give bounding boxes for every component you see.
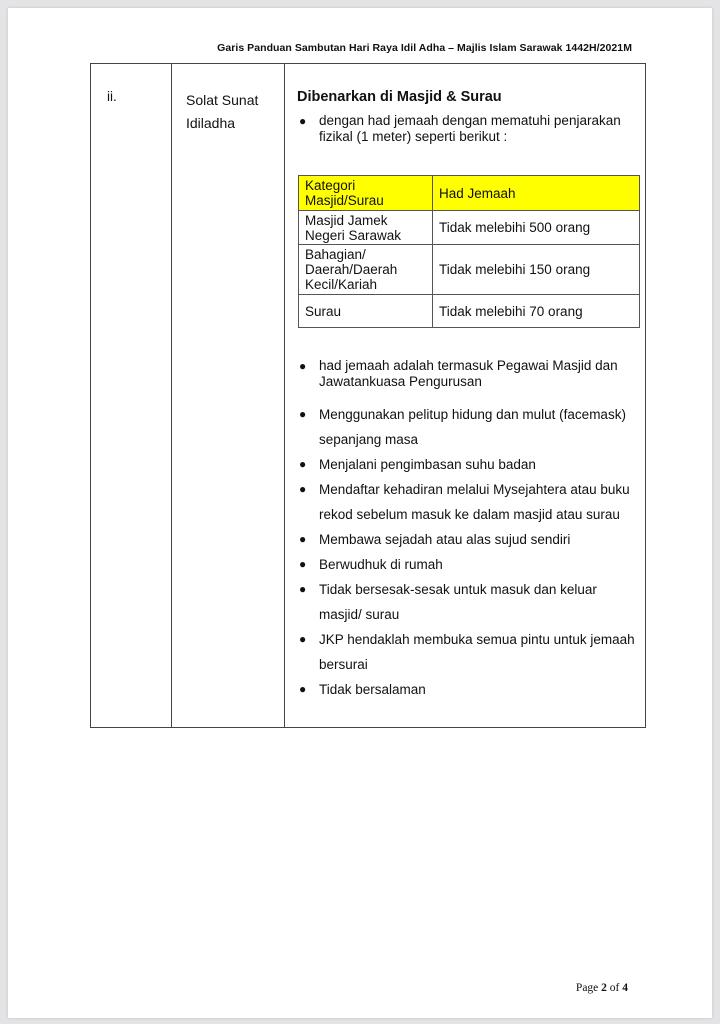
topic-line: Solat Sunat (186, 92, 259, 108)
list-item-text: Mendaftar kehadiran melalui Mysejahtera atau buku rekod sebelum masuk ke dalam masjid atau surau (319, 482, 630, 522)
list-item-text: Menggunakan pelitup hidung dan mulut (facemask) sepanjang masa (319, 407, 626, 447)
list-item (297, 552, 643, 577)
topic-line: Idiladha (186, 115, 236, 131)
page-header: Garis Panduan Sambutan Hari Raya Idil Adha – Majlis Islam Sarawak 1442H/2021M (217, 42, 632, 54)
page-of: of (609, 982, 620, 994)
bullet-icon: ● (299, 482, 307, 496)
list-item-text: Tidak bersalaman (319, 682, 426, 697)
section-title: Dibenarkan di Masjid & Surau (297, 89, 502, 105)
bullet-icon: ● (299, 457, 307, 471)
note-text: had jemaah adalah termasuk Pegawai Masjid dan Jawatankuasa Pengurusan (319, 358, 618, 389)
table-row (299, 245, 640, 295)
list-item (297, 477, 643, 527)
rules-list (297, 402, 643, 702)
list-item-text: JKP hendaklah membuka semua pintu untuk jemaah bersurai (319, 632, 635, 672)
page-number (576, 982, 628, 994)
limit-cell: Tidak melebihi 500 orang (433, 211, 640, 245)
intro-text: dengan had jemaah dengan mematuhi penjarakan fizikal (1 meter) seperti berikut : (319, 113, 621, 144)
row-number: ii. (107, 89, 117, 104)
list-item-text: Berwudhuk di rumah (319, 557, 443, 572)
list-item (297, 402, 643, 452)
bullet-icon: ● (299, 557, 307, 571)
guideline-table (90, 63, 646, 728)
page-current: 2 (601, 982, 607, 994)
capacity-table (298, 175, 640, 328)
bullet-icon: ● (299, 632, 307, 646)
list-item (297, 627, 643, 677)
list-item-text: Tidak bersesak-sesak untuk masuk dan keluar masjid/ surau (319, 582, 597, 622)
bullet-icon: ● (299, 582, 307, 596)
header-category: Kategori Masjid/Surau (299, 176, 433, 211)
bullet-icon: ● (299, 114, 307, 128)
list-item (297, 452, 643, 477)
header-limit: Had Jemaah (433, 176, 640, 211)
capacity-table-header (299, 176, 640, 211)
bullet-icon: ● (299, 407, 307, 421)
column-divider (171, 64, 172, 727)
list-item (297, 527, 643, 552)
limit-cell: Tidak melebihi 70 orang (433, 295, 640, 328)
page-total: 4 (622, 982, 628, 994)
page-label: Page (575, 982, 599, 994)
intro-bullet (297, 113, 643, 145)
list-item-text: Menjalani pengimbasan suhu badan (319, 457, 536, 472)
list-item (297, 677, 643, 702)
column-divider (284, 64, 285, 727)
category-cell: Surau (299, 295, 433, 328)
category-cell: Masjid Jamek Negeri Sarawak (299, 211, 433, 245)
list-item (297, 577, 643, 627)
table-row (299, 295, 640, 328)
row-topic (186, 89, 258, 135)
bullet-icon: ● (299, 359, 307, 373)
note-bullet (297, 358, 643, 390)
document-page (8, 8, 712, 1018)
category-cell: Bahagian/ Daerah/Daerah Kecil/Kariah (299, 245, 433, 295)
limit-cell: Tidak melebihi 150 orang (433, 245, 640, 295)
bullet-icon: ● (299, 682, 307, 696)
row-content (297, 89, 643, 702)
table-row (299, 211, 640, 245)
list-item-text: Membawa sejadah atau alas sujud sendiri (319, 532, 571, 547)
bullet-icon: ● (299, 532, 307, 546)
